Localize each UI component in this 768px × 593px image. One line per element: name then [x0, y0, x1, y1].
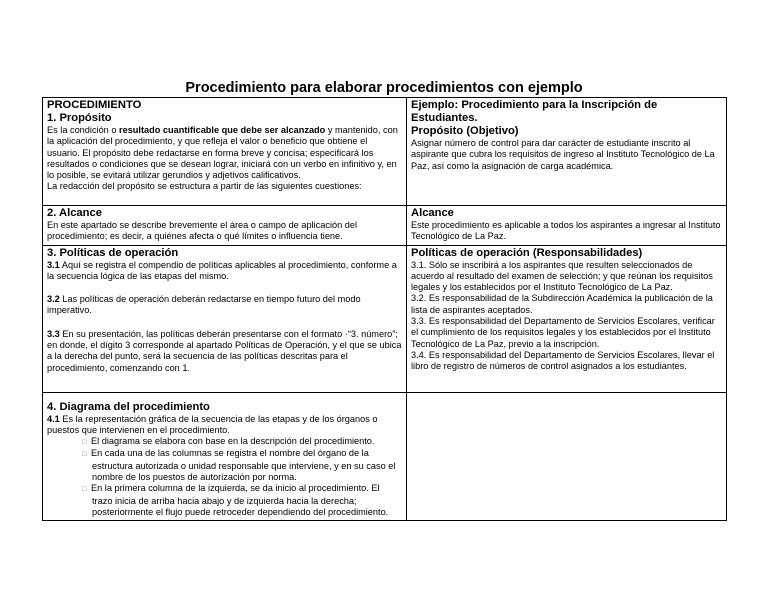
purpose-text: Es la condición o resultado cuantificable que debe ser alcanzado y mantenido, con la aplicación del procedimiento, y que refleja el valor o beneficio que obtiene el usuario. El propósito debe redactarse en forma breve y concisa; especificará los resultados o condiciones que se desean lograr, iniciará con un verbo en infinitivo y, en lo posible, se evitará utilizar gerundios y adjetivos calificativos. [47, 125, 398, 181]
example-policy-item: 3.1. Sólo se inscribirá a los aspirantes que resulten seleccionados de acuerdo al resultado del examen de selección; y que reúnan los requisitos legales y los establecidos por el Instituto Tecnológico de La Paz. [411, 259, 713, 293]
procedure-header: PROCEDIMIENTO [47, 99, 142, 111]
policies-heading: 3. Políticas de operación [47, 246, 179, 259]
scope-heading: 2. Alcance [47, 207, 102, 219]
diagram-bullet: □ En cada una de las columnas se registra el nombre del órgano de la estructura autorizada o unidad responsable que interviene, y en su caso el nombre de los puestos de autorización por norma. [82, 448, 396, 483]
example-policy-item: 3.2. Es responsabilidad de la Subdirección Académica la publicación de la lista de aspirantes aceptados. [411, 293, 713, 315]
scope-text: En este apartado se describe brevemente el área o campo de aplicación del procedimiento; es decir, a quiénes afecta o qué límites o influencia tiene. [47, 220, 358, 242]
procedure-table [42, 97, 727, 521]
right-policies-cell [407, 245, 727, 392]
example-policies-heading: Políticas de operación (Responsabilidades) [411, 246, 643, 259]
policy-3-3: 3.3 En su presentación, las políticas deberán presentarse con el formato ·“3. número”; en donde, el dígito 3 corresponde al apartado Políticas de Operación, y el que se ubica a la derecha del punto, será la secuencia de las políticas descritas para el procedimiento, comenzando con 1. [47, 328, 402, 373]
left-policies-cell [43, 245, 407, 392]
purpose-structure-text: La redacción del propósito se estructura a partir de las siguientes cuestiones: [47, 181, 362, 192]
left-scope-cell [43, 206, 407, 246]
policy-3-2: 3.2 Las políticas de operación deberán redactarse en tiempo futuro del modo imperativo. [47, 294, 361, 316]
example-scope-text: Este procedimiento es aplicable a todos los aspirantes a ingresar al Instituto Tecnológico de La Paz. [411, 220, 721, 242]
section-scope-row [43, 206, 727, 246]
right-purpose-cell [407, 98, 727, 206]
example-purpose-text: Asignar número de control para dar carácter de estudiante inscrito al aspirante que cubra los requisitos de ingreso al Instituto Tecnológico de La Paz, así como la asignación de carga académica. [411, 138, 715, 171]
section-diagram-row [43, 392, 727, 521]
example-policy-item: 3.4. Es responsabilidad del Departamento de Servicios Escolares, llevar el libro de registro de números de control asignados a los estudiantes. [411, 349, 715, 372]
section-purpose-row [43, 98, 727, 206]
policy-3-1: 3.1 Aquí se registra el compendio de políticas aplicables al procedimiento, conforme a la secuencia lógica de las etapas del mismo. [47, 259, 397, 281]
document-title: Procedimiento para elaborar procedimientos con ejemplo [185, 80, 583, 96]
diagram-heading: 4. Diagrama del procedimiento [47, 400, 210, 413]
example-header: Ejemplo: Procedimiento para la Inscripción de Estudiantes. [411, 99, 658, 124]
section-policies-row [43, 245, 727, 392]
purpose-heading: 1. Propósito [47, 112, 112, 124]
diagram-4-1: 4.1 Es la representación gráfica de la secuencia de las etapas y de los órganos o puestos que intervienen en el procedimiento. [47, 413, 378, 435]
example-policy-item: 3.3. Es responsabilidad del Departamento de Servicios Escolares, verificar el cumplimiento de los requisitos legales y los establecidos por el Instituto Tecnológico de La Paz, previo a la inscripción. [411, 316, 715, 349]
right-scope-cell [407, 206, 727, 246]
right-diagram-cell [407, 392, 727, 521]
example-scope-heading: Alcance [411, 207, 454, 219]
left-purpose-cell [43, 98, 407, 206]
left-diagram-cell [43, 392, 407, 521]
checkbox-bullet-icon: □ [82, 439, 87, 447]
checkbox-bullet-icon: □ [82, 451, 87, 459]
checkbox-bullet-icon: □ [82, 486, 87, 494]
diagram-bullet: □ En la primera columna de la izquierda, se da inicio al procedimiento. El trazo inicia de arriba hacia abajo y de izquierda hacia la derecha; posteriormente el flujo puede retroceder dependiendo del procedimiento. [82, 483, 389, 517]
example-purpose-heading: Propósito (Objetivo) [411, 125, 519, 137]
diagram-bullet: □ El diagrama se elabora con base en la descripción del procedimiento. [47, 436, 402, 448]
